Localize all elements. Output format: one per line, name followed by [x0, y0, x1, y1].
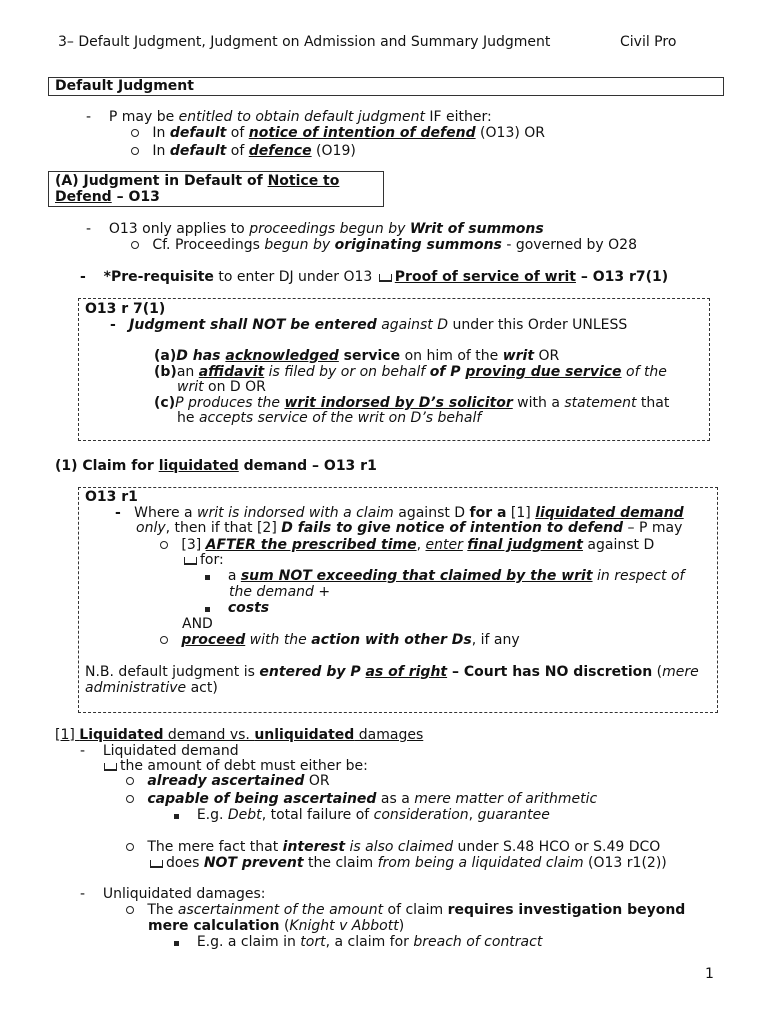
subsection-heading: Defend – O13 — [55, 189, 160, 205]
list-item-cont: mere calculation (Knight v Abbott) — [148, 918, 405, 934]
arrow-icon — [150, 860, 163, 868]
rule-title: O13 r 7(1) — [85, 301, 166, 317]
list-item: proceed with the action with other Ds, if any — [160, 632, 520, 648]
arrow-icon — [104, 763, 117, 771]
arrow-icon — [379, 274, 392, 282]
list-item: - Judgment shall NOT be entered against D under this Order UNLESS — [110, 317, 628, 333]
section-heading: Default Judgment — [55, 78, 194, 94]
list-item: E.g. a claim in tort, a claim for breach of contract — [174, 934, 542, 950]
list-item: [3] AFTER the prescribed time, enter final judgment against D — [160, 537, 654, 553]
list-item: The mere fact that interest is also claimed under S.48 HCO or S.49 DCO — [126, 839, 660, 855]
rule-title: O13 r1 — [85, 489, 138, 505]
list-item: - Where a writ is indorsed with a claim against D for a [1] liquidated demand — [115, 505, 684, 521]
list-item: a sum NOT exceeding that claimed by the writ in respect of — [205, 568, 685, 584]
list-item: - Unliquidated damages: — [80, 886, 266, 902]
list-item: AND — [182, 616, 213, 632]
list-item-cont: only, then if that [2] D fails to give notice of intention to defend – P may — [136, 520, 683, 536]
subsection-heading: (A) Judgment in Default of Notice to — [55, 173, 340, 189]
page-number: 1 — [705, 966, 714, 982]
list-item: - Liquidated demand — [80, 743, 239, 759]
list-item: - P may be entitled to obtain default judgment IF either: — [86, 109, 492, 125]
list-item: In default of defence (O19) — [131, 143, 356, 159]
subsection-heading: [1] Liquidated demand vs. unliquidated damages — [55, 727, 424, 743]
list-item: (a)D has acknowledged service on him of the writ OR — [154, 348, 560, 364]
list-item: In default of notice of intention of defend (O13) OR — [131, 125, 545, 141]
list-item: - O13 only applies to proceedings begun by Writ of summons — [86, 221, 544, 237]
note: N.B. default judgment is entered by P as of right – Court has NO discretion (mere — [85, 664, 699, 680]
list-item-cont: the amount of debt must either be: — [102, 758, 368, 774]
note: administrative act) — [85, 680, 218, 696]
list-item: (b)an affidavit is filed by or on behalf of P proving due service of the — [154, 364, 667, 380]
list-item-cont: for: — [182, 552, 224, 568]
course-name: Civil Pro — [620, 34, 677, 50]
list-item: (c)P produces the writ indorsed by D’s solicitor with a statement that — [154, 395, 670, 411]
list-item-cont: does NOT prevent the claim from being a liquidated claim (O13 r1(2)) — [148, 855, 667, 871]
subsection-heading: (1) Claim for liquidated demand – O13 r1 — [55, 458, 377, 474]
document-title: 3– Default Judgment, Judgment on Admission and Summary Judgment — [58, 34, 551, 50]
list-item: Cf. Proceedings begun by originating summons - governed by O28 — [131, 237, 637, 253]
list-item-cont: writ on D OR — [177, 379, 266, 395]
list-item: already ascertained OR — [126, 773, 330, 789]
list-item: capable of being ascertained as a mere matter of arithmetic — [126, 791, 597, 807]
list-item: costs — [205, 600, 269, 616]
list-item: - *Pre-requisite to enter DJ under O13 Proof of service of writ – O13 r7(1) — [80, 269, 669, 285]
arrow-icon — [184, 557, 197, 565]
list-item-cont: the demand + — [229, 584, 331, 600]
list-item-cont: he accepts service of the writ on D’s behalf — [177, 410, 482, 426]
list-item: E.g. Debt, total failure of consideration, guarantee — [174, 807, 550, 823]
list-item: The ascertainment of the amount of claim requires investigation beyond — [126, 902, 685, 918]
